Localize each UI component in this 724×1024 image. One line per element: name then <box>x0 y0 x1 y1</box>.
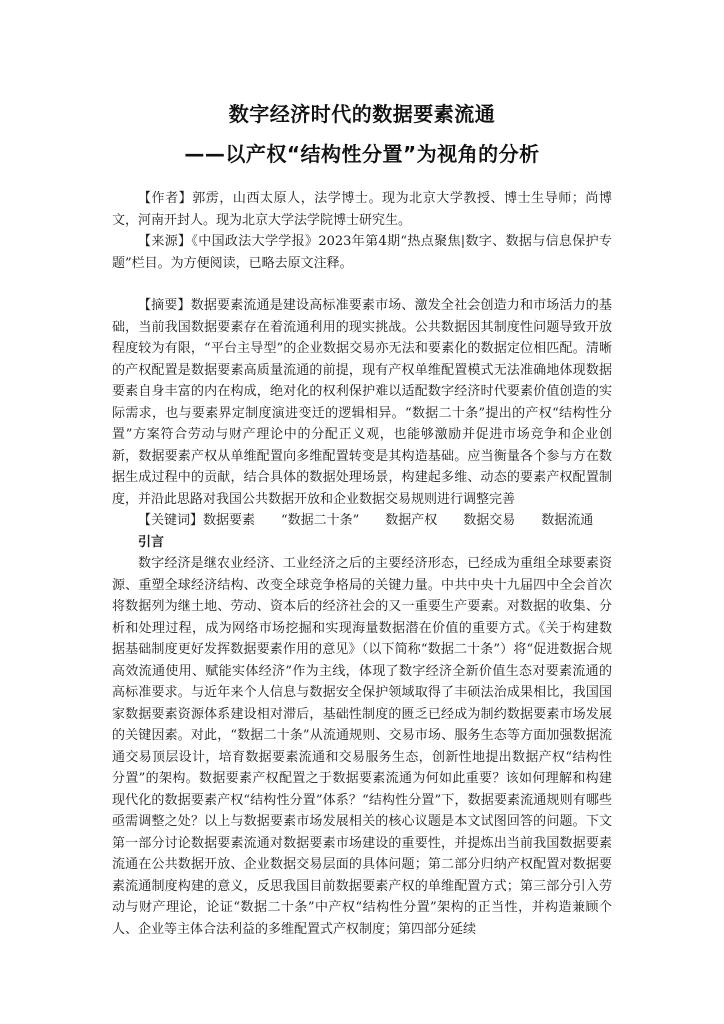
keywords-paragraph <box>112 510 612 532</box>
keywords-text: 数据要素 “数据二十条” 数据产权 数据交易 数据流通 <box>203 513 594 528</box>
article-subtitle: ——以产权“结构性分置”为视角的分析 <box>184 142 540 166</box>
source-paragraph <box>112 231 612 274</box>
document-page <box>112 100 612 940</box>
source-label: 【来源】 <box>138 234 192 249</box>
section-heading-intro: 引言 <box>138 534 165 550</box>
author-label: 【作者】 <box>138 191 193 206</box>
abstract-paragraph <box>112 295 612 510</box>
keywords-label: 【关键词】 <box>138 513 204 528</box>
author-paragraph <box>112 188 612 231</box>
body-paragraph: 数字经济是继农业经济、工业经济之后的主要经济形态，已经成为重组全球要素资源、重塑全球经济结构、改变全球竞争格局的关键力量。中共中央十九届四中全会首次将数据列为继土地、劳动、资本后的经济社会的又一重要生产要素。对数据的收集、分析和处理过程，成为网络市场挖掘和实现海量数据潜在价值的重要方式。《关于构建数据基础制度更好发挥数据要素作用的意见》（以下简称“数据二十条”）将“促进数据合规高效流通使用、赋能实体经济”作为主线，体现了数字经济全新价值生态对要素流通的高标准要求。与近年来个人信息与数据安全保护领域取得了丰硕法治成果相比，我国国家数据要素资源体系建设相对滞后，基础性制度的匮乏已经成为制约数据要素市场发展的关键因素。对此，“数据二十条”从流通规则、交易市场、服务生态等方面加强数据流通交易顶层设计，培育数据要素流通和交易服务生态，创新性地提出数据产权“结构性分置”的架构。数据要素产权配置之于数据要素流通为何如此重要？该如何理解和构建现代化的数据要素产权“结构性分置”体系？“结构性分置”下，数据要素流通规则有哪些亟需调整之处？以上与数据要素市场发展相关的核心议题是本文试图回答的问题。下文第一部分讨论数据要素流通对数据要素市场建设的重要性，并提炼出当前我国数据要素流通在公共数据开放、企业数据交易层面的具体问题；第二部分归纳产权配置对数据要素流通制度构建的意义，反思我国目前数据要素产权的单维配置方式；第三部分引入劳动与财产理论，论证“数据二十条”中产权“结构性分置”架构的正当性，并构造兼顾个人、企业等主体合法利益的多维配置式产权制度；第四部分延续 <box>112 556 612 937</box>
author-text: 郭雳，山西太原人，法学博士。现为北京大学教授、博士生导师；尚博文，河南开封人。现为北京大学法学院博士研究生。 <box>112 191 612 228</box>
source-text: 《中国政法大学学报》2023年第4期“热点聚焦|数字、数据与信息保护专题”栏目。为方便阅读，已略去原文注释。 <box>112 234 612 271</box>
spacer <box>112 274 612 295</box>
abstract-text: 数据要素流通是建设高标准要素市场、激发全社会创造力和市场活力的基础，当前我国数据要素存在着流通利用的现实挑战。公共数据因其制度性问题导致开放程度较为有限，“平台主导型”的企业数据交易亦无法和要素化的数据定位相匹配。清晰的产权配置是数据要素高质量流通的前提，现有产权单维配置模式无法准确地体现数据要素自身丰富的内在构成，绝对化的权利保护难以适配数字经济时代要素价值创造的实际需求，也与要素界定制度演进变迁的逻辑相异。“数据二十条”提出的产权“结构性分置”方案符合劳动与财产理论中的分配正义观，也能够激励并促进市场竞争和企业创新，数据要素产权从单维配置向多维配置转变是其构造基础。应当衡量各个参与方在数据生成过程中的贡献，结合具体的数据处理场景，构建起多维、动态的要素产权配置制度，并沿此思路对我国公共数据开放和企业数据交易规则进行调整完善 <box>112 298 612 507</box>
article-meta <box>112 188 612 274</box>
abstract-label: 【摘要】 <box>138 298 191 313</box>
article-title: 数字经济时代的数据要素流通 <box>228 102 496 126</box>
